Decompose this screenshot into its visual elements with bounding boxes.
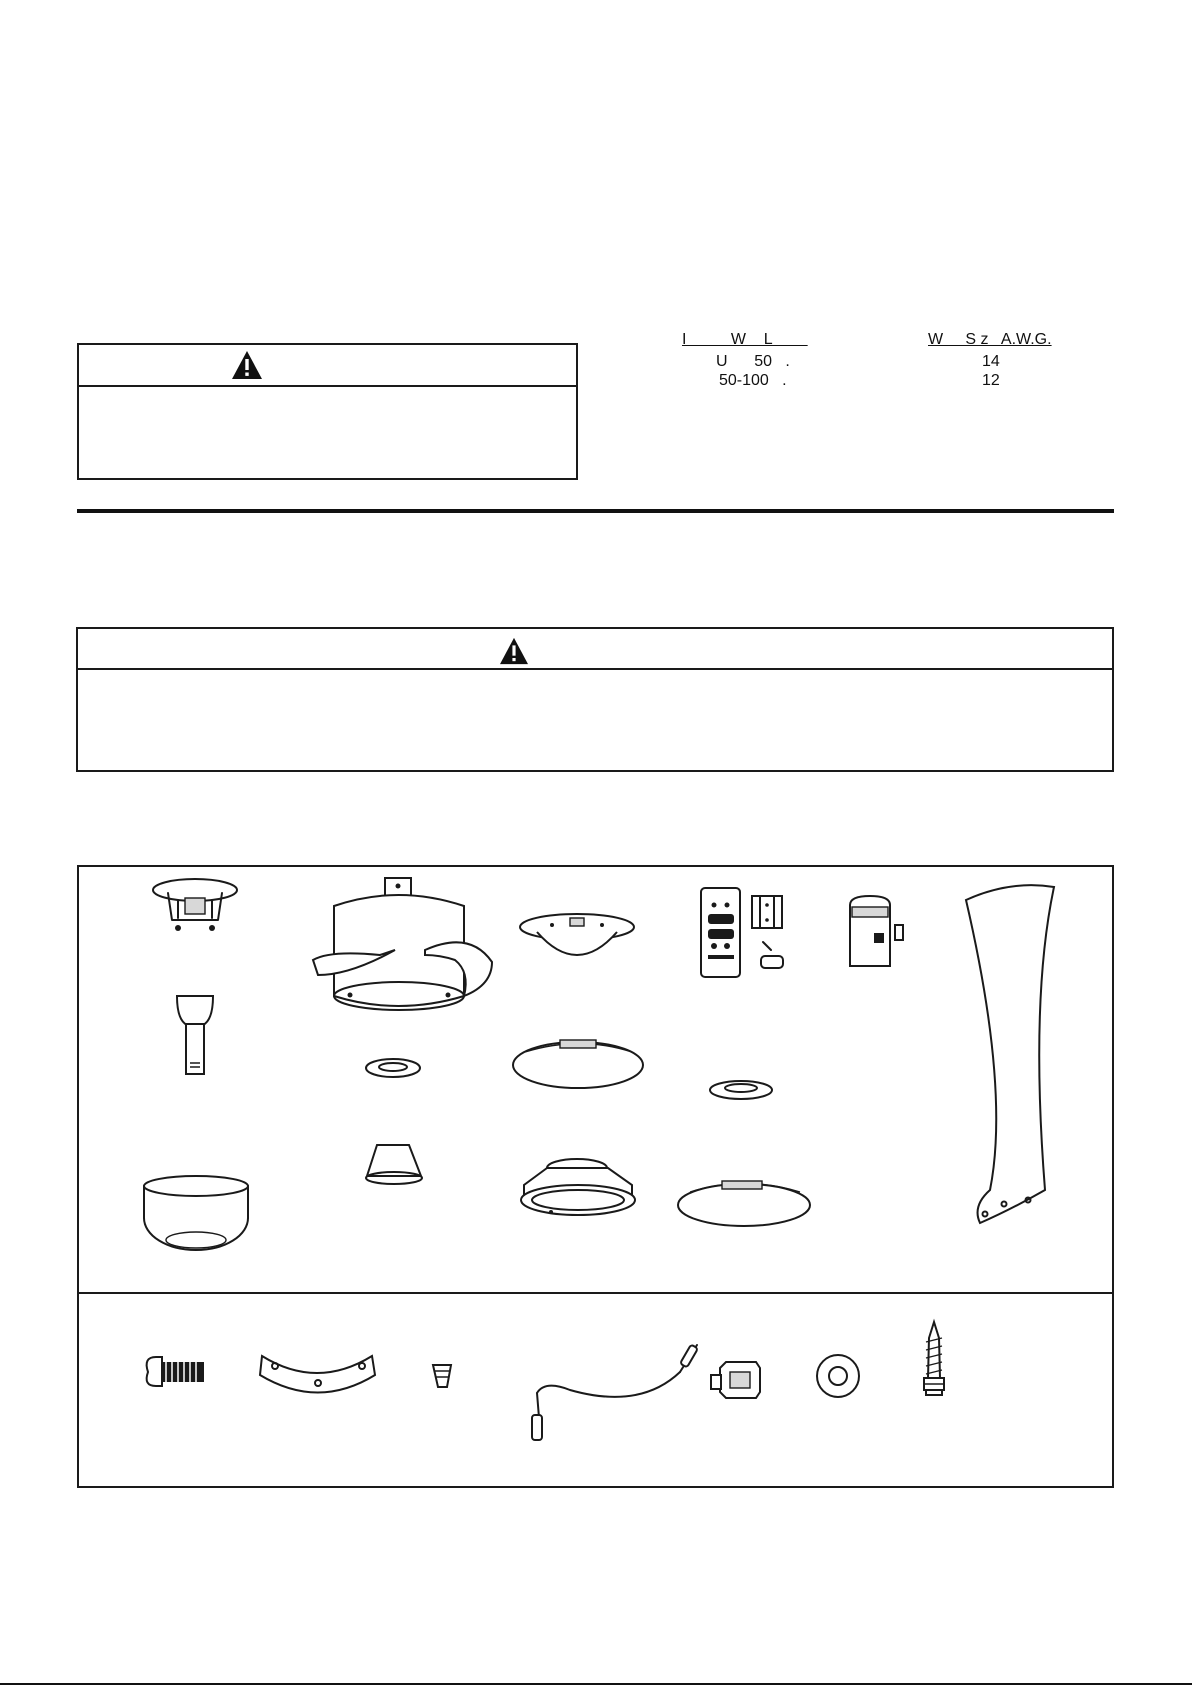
safety-cable-icon <box>532 1344 698 1440</box>
receiver-icon <box>850 896 903 966</box>
wire-table-header-size: W S z A.W.G. <box>928 331 1052 348</box>
wire-table-row-2-size: 12 <box>982 372 1000 389</box>
cone-cover-icon <box>366 1145 422 1184</box>
wire-table-row-1-size: 14 <box>982 353 1000 370</box>
light-kit-fitter-icon <box>520 914 634 955</box>
flat-glass-icon <box>513 1040 643 1088</box>
wire-table-row-1-distance: U 50 . <box>716 353 790 370</box>
fan-motor-housing-icon <box>313 878 492 1010</box>
small-cap-icon <box>710 1081 772 1099</box>
remote-control-icon <box>701 888 740 977</box>
blade-screw-icon <box>147 1357 204 1386</box>
mounting-bracket-icon <box>153 879 237 931</box>
washer-icon <box>817 1355 859 1397</box>
fan-blade-icon <box>966 885 1054 1223</box>
wire-table-header-distance: I W L <box>682 331 808 348</box>
round-glass-shade-icon <box>678 1181 810 1226</box>
blade-bracket-icon <box>260 1356 375 1393</box>
lower-housing-icon <box>521 1159 635 1215</box>
wire-nut-icon <box>433 1365 451 1387</box>
downrod-icon <box>177 996 213 1074</box>
wire-table-row-2-distance: 50-100 . <box>719 372 787 389</box>
remote-holder-icon <box>752 896 783 968</box>
clip-icon <box>711 1362 760 1398</box>
small-trim-ring-icon <box>366 1059 420 1077</box>
wood-screw-icon <box>924 1322 944 1395</box>
canopy-icon <box>144 1176 248 1250</box>
